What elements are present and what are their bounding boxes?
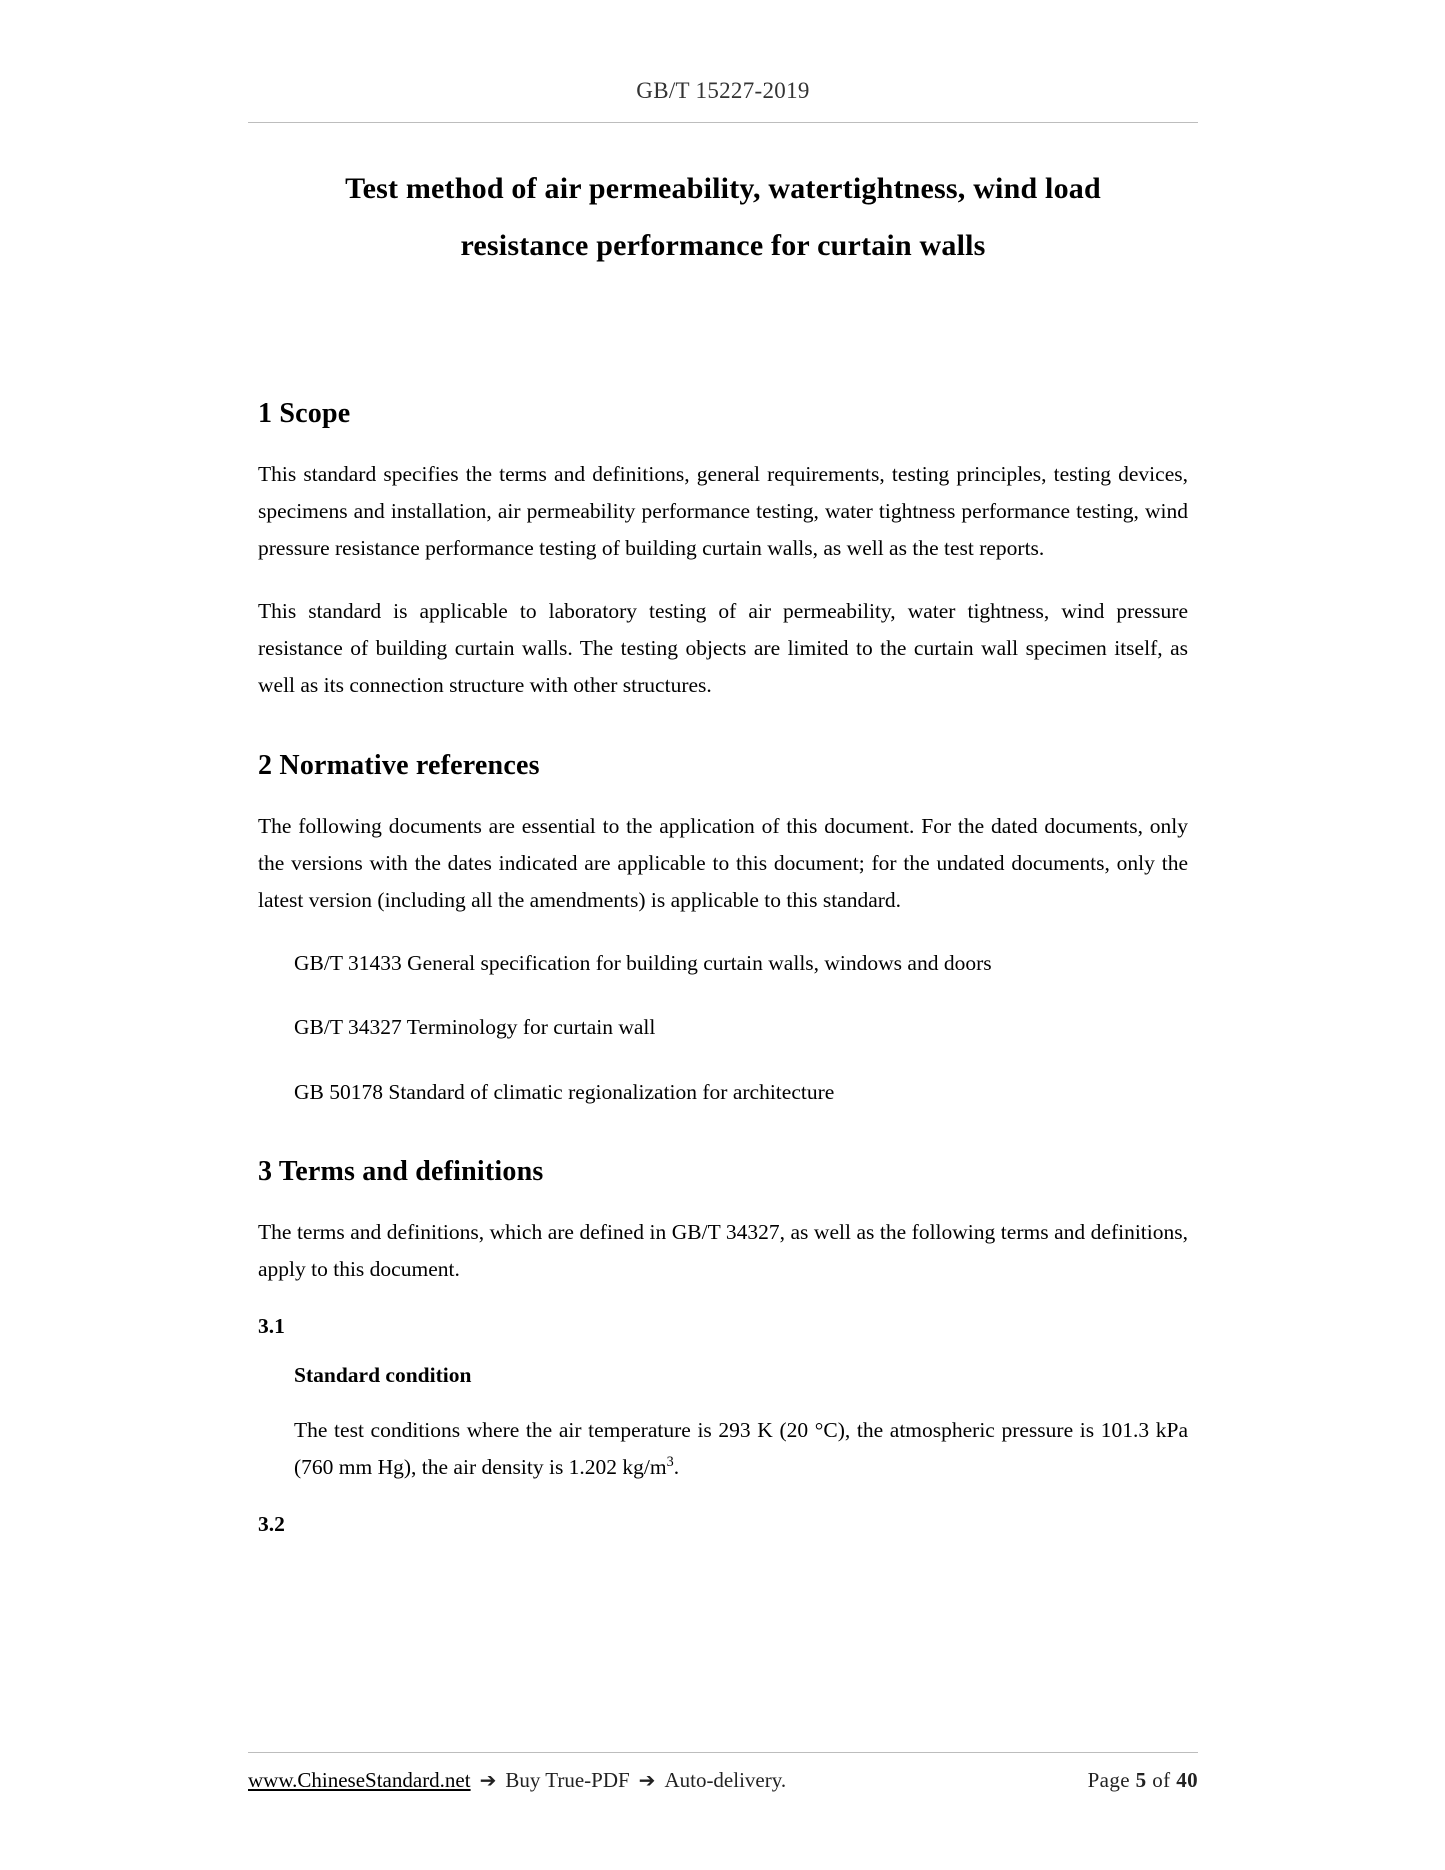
normative-references-paragraph-1: The following documents are essential to the application of this document. For the dated documents, only the versions with the dates indicated are applicable to this document; for the undated documents, only the latest version (including all the amendments) is applicable to this standard.: [258, 813, 1188, 912]
title-spacer: [258, 274, 1188, 352]
scope-paragraph-2: This standard is applicable to laboratory testing of air permeability, water tightness, wind pressure resistance of building curtain walls. The testing objects are limited to the curtain wall specimen itself, as well as its connection structure with other structures.: [258, 598, 1188, 697]
page-title: [258, 160, 1188, 274]
normative-reference-item: GB/T 31433 General specification for building curtain walls, windows and doors: [294, 950, 992, 975]
term-definition-suffix: .: [673, 1455, 680, 1480]
term-name-standard-condition: Standard condition: [294, 1363, 472, 1388]
term-definition-superscript: 3: [666, 1454, 674, 1471]
footer-page-total: 40: [1176, 1768, 1198, 1792]
term-definition-text: The test conditions where the air temperature is 293 K (20 °C), the atmospheric pressure is 101.3 kPa (760 mm Hg), the air density is 1.202 kg/m: [294, 1418, 1188, 1480]
footer-page-number: 5: [1135, 1768, 1147, 1792]
footer-page-label: Page: [1087, 1768, 1131, 1792]
heading-normative-references: 2 Normative references: [258, 749, 540, 781]
arrow-right-icon: ➔: [638, 1770, 656, 1792]
page-title-line2: resistance performance for curtain walls: [460, 229, 986, 262]
footer-page-indicator: [1088, 1768, 1198, 1793]
term-definition-standard-condition: [258, 1412, 1188, 1486]
heading-terms-and-definitions: 3 Terms and definitions: [258, 1156, 544, 1188]
header-divider: [248, 122, 1198, 123]
clause-number-3-2: 3.2: [258, 1512, 285, 1537]
footer-buy-label: Buy True-PDF: [505, 1768, 630, 1792]
heading-scope: 1 Scope: [258, 398, 351, 429]
footer-divider: [248, 1752, 1198, 1753]
page-footer: [248, 1768, 1198, 1793]
page-header-standard-code: GB/T 15227-2019: [636, 78, 810, 103]
normative-reference-item: GB/T 34327 Terminology for curtain wall: [294, 1015, 656, 1040]
footer-site-link[interactable]: www.ChineseStandard.net: [248, 1768, 471, 1792]
footer-delivery-label: Auto-delivery.: [664, 1768, 787, 1792]
scope-paragraph-1: This standard specifies the terms and definitions, general requirements, testing principles, testing devices, specimens and installation, air permeability performance testing, water tightness performance testing, wind pressure resistance performance testing of building curtain walls, as well as the test reports.: [258, 462, 1188, 560]
document-content: [258, 160, 1188, 1561]
footer-of-label: of: [1152, 1768, 1171, 1792]
normative-reference-item: GB 50178 Standard of climatic regionalization for architecture: [294, 1079, 835, 1104]
clause-number-3-1: 3.1: [258, 1314, 285, 1339]
page-title-line1: Test method of air permeability, watertightness, wind load: [345, 172, 1101, 205]
footer-left-group: [248, 1768, 1088, 1793]
arrow-right-icon: ➔: [479, 1770, 497, 1792]
terms-paragraph-1: The terms and definitions, which are defined in GB/T 34327, as well as the following terms and definitions, apply to this document.: [258, 1220, 1188, 1282]
